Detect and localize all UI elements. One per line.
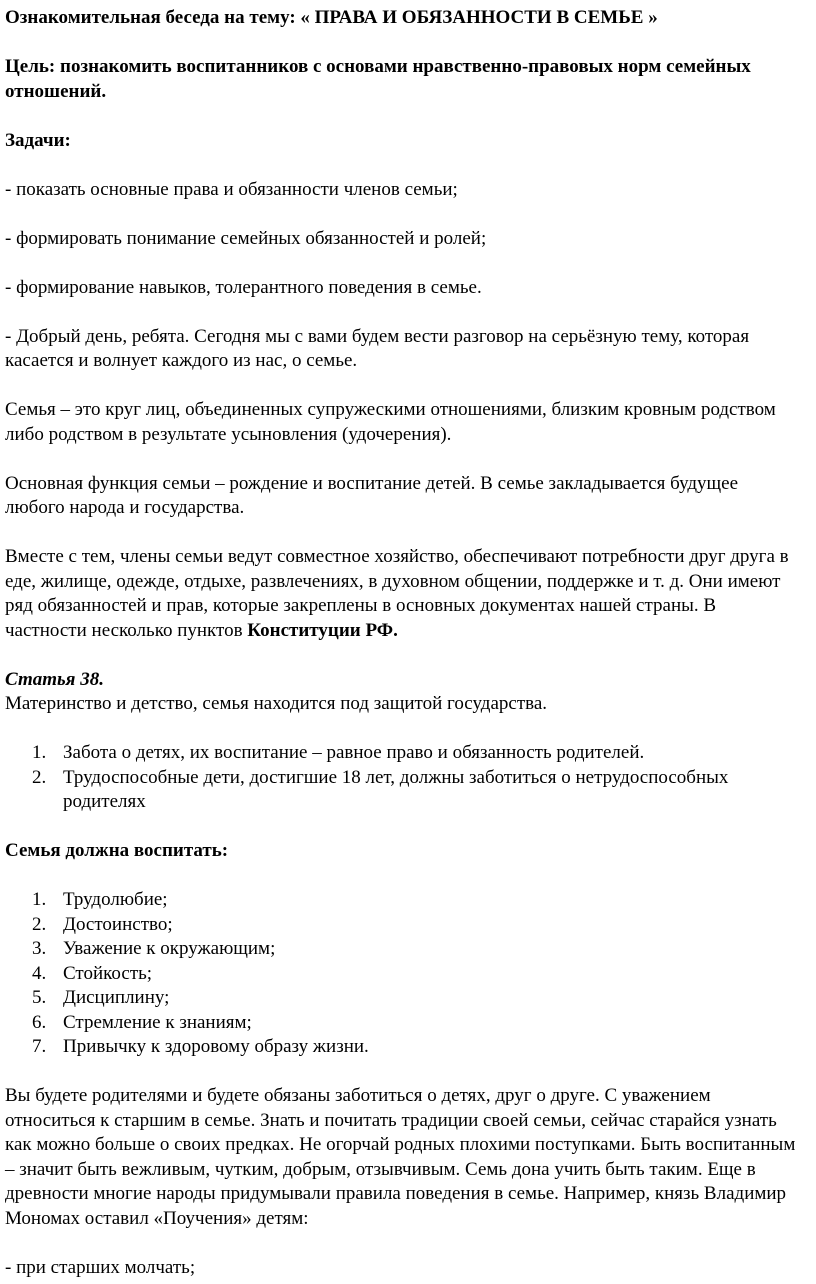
list-item <box>5 1035 802 1060</box>
list-item <box>5 937 802 962</box>
list-item <box>5 913 802 938</box>
list-item <box>5 888 802 913</box>
article-heading: Статья 38. <box>5 668 104 690</box>
list-number: 2. <box>32 766 47 788</box>
paragraph: Основная функция семьи – рождение и воспитание детей. В семье закладывается будущее любого народа и государства. <box>5 472 739 518</box>
list-text: Дисциплину; <box>63 987 170 1008</box>
list-number: 1. <box>32 889 47 910</box>
list-text: Забота о детях, их воспитание – равное право и обязанность родителей. <box>63 742 645 763</box>
list-number: 5. <box>32 987 47 1008</box>
list-text: Стойкость; <box>63 962 153 984</box>
document-title: Ознакомительная беседа на тему: « ПРАВА И ОБЯЗАННОСТИ В СЕМЬЕ » <box>5 7 658 28</box>
list-item <box>5 1011 802 1036</box>
paragraph: Семья – это круг лиц, объединенных супружескими отношениями, близким кровным родством либо родством в результате усыновления (удочерения). <box>5 399 776 445</box>
list-number: 3. <box>32 938 47 959</box>
list-text: Привычку к здоровому образу жизни. <box>63 1036 369 1057</box>
list-text: Трудоспособные дети, достигшие 18 лет, должны заботиться о нетрудоспособных родителях <box>63 766 729 812</box>
list-number: 6. <box>32 1011 47 1033</box>
list-number: 7. <box>32 1036 47 1057</box>
list-number: 4. <box>32 962 47 984</box>
upbringing-list <box>5 888 802 1060</box>
upbringing-heading: Семья должна воспитать: <box>5 840 229 861</box>
closing-paragraph: Вы будете родителями и будете обязаны заботиться о детях, друг о друге. С уважением относиться к старшим в семье. Знать и почитать традиции своей семьи, сейчас старайся узнать как можно больше о своих предках. Не огорчай родных плохими поступками. Быть воспитанным – значит быть вежливым, чутким, добрым, отзывчивым. Семь дона учить быть таким. Еще в древности многие народы придумывали правила поведения в семье. Например, князь Владимир Мономах оставил «Поучения» детям: <box>5 1085 796 1229</box>
list-number: 2. <box>32 913 47 935</box>
goal-text: Цель: познакомить воспитанников с основами нравственно-правовых норм семейных отношений. <box>5 56 751 102</box>
article-intro: Материнство и детство, семья находится под защитой государства. <box>5 693 548 714</box>
list-text: Уважение к окружающим; <box>63 938 276 959</box>
task-item: - формировать понимание семейных обязанностей и ролей; <box>5 227 487 249</box>
constitution-bold: Конституции РФ. <box>247 619 398 641</box>
constitution-text: Вместе с тем, члены семьи ведут совместное хозяйство, обеспечивают потребности друг друга в еде, жилище, одежде, отдыхе, развлечениях, в духовном общении, поддержке и т. д. Они имеют ряд обязанностей и прав, которые закреплены в основных документах нашей страны. В частности несколько пунктов <box>5 546 789 641</box>
list-item <box>5 962 802 987</box>
paragraph: - Добрый день, ребята. Сегодня мы с вами будем вести разговор на серьёзную тему, которая касается и волнует каждого из нас, о семье. <box>5 325 750 371</box>
constitution-paragraph <box>5 545 802 643</box>
list-item <box>5 741 802 766</box>
list-item <box>5 986 802 1011</box>
list-text: Трудолюбие; <box>63 889 168 910</box>
tasks-heading: Задачи: <box>5 129 71 151</box>
last-line: - при старших молчать; <box>5 1256 196 1278</box>
list-item <box>5 766 802 815</box>
list-text: Стремление к знаниям; <box>63 1011 252 1033</box>
task-item: - формирование навыков, толерантного поведения в семье. <box>5 276 482 298</box>
list-text: Достоинство; <box>63 913 173 935</box>
article-list <box>5 741 802 815</box>
task-item: - показать основные права и обязанности членов семьи; <box>5 178 458 200</box>
list-number: 1. <box>32 742 47 763</box>
